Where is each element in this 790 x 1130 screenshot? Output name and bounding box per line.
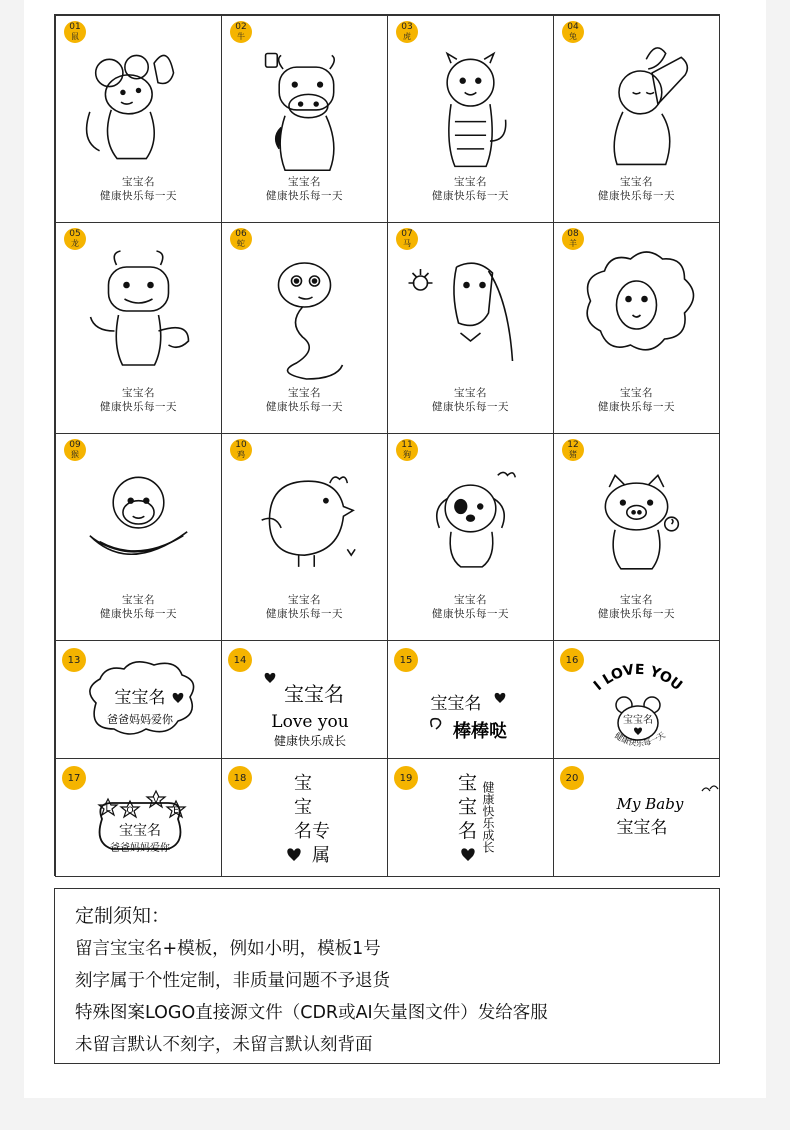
notice-line: 刻字属于个性定制，非质量问题不予退货: [75, 971, 390, 991]
wish-text: 健康快乐每一天: [598, 608, 675, 620]
name-text: 宝宝名: [122, 387, 155, 399]
template-cell-16[interactable]: [553, 640, 720, 759]
customization-notice: [54, 888, 720, 1064]
template-cell-11[interactable]: [387, 433, 554, 641]
template-cell-17[interactable]: [55, 758, 222, 877]
chicken-icon: [222, 452, 387, 598]
bangbangda-layout: [388, 641, 554, 759]
notice-line: 特殊图案LOGO直接源文件（CDR或AI矢量图文件）发给客服: [75, 1003, 548, 1023]
ox-icon: [222, 34, 387, 180]
badge-number: 03: [401, 22, 413, 32]
pig-icon: [554, 452, 719, 598]
template-cell-09[interactable]: [55, 433, 222, 641]
wish-text: 健康快乐每一天: [100, 608, 177, 620]
sub-text: 健康快乐成长: [273, 734, 347, 748]
wish-text: 健康快乐每一天: [266, 401, 343, 413]
badge-sign: 猪: [569, 450, 577, 459]
template-number-badge: 14: [228, 648, 252, 672]
template-cell-03[interactable]: [387, 15, 554, 223]
name-char: 名: [458, 820, 478, 842]
name-char: 宝: [294, 797, 312, 818]
badge-sign: 兔: [569, 32, 577, 41]
wish-text: 健康快乐每一天: [598, 401, 675, 413]
name-text: 宝宝名: [119, 823, 161, 839]
wish-text: 健康快乐每一天: [432, 190, 509, 202]
template-cell-18[interactable]: [221, 758, 388, 877]
heart-icon: [265, 673, 276, 683]
template-cell-05[interactable]: [55, 222, 222, 434]
name-text: 宝宝名: [114, 688, 166, 708]
badge-sign: 鸡: [237, 450, 245, 459]
sub-text: 爸爸妈妈爱你: [107, 713, 173, 726]
name-char: 宝: [458, 796, 478, 818]
badge-number: 09: [69, 440, 81, 450]
vertical-wish-text: 健康快乐成长: [481, 781, 495, 853]
banner-letter: L: [105, 804, 111, 814]
wish-text: 健康快乐每一天: [100, 190, 177, 202]
template-cell-01[interactable]: [55, 15, 222, 223]
name-char: 属: [312, 845, 330, 866]
badge-number: 05: [69, 229, 81, 239]
name-char: 名专: [294, 821, 330, 842]
wish-text: 健康快乐每一天: [432, 401, 509, 413]
badge-sign: 鼠: [71, 32, 79, 41]
arc-bottom-path: 健康快乐每一天: [612, 730, 667, 749]
name-text: 宝宝名: [288, 594, 321, 606]
cloud-frame: [56, 641, 222, 759]
wish-text: 健康快乐每一天: [266, 608, 343, 620]
badge-number: 01: [69, 22, 81, 32]
name-text: 宝宝名: [620, 594, 653, 606]
heart-icon: [173, 693, 184, 703]
notice-title: 定制须知：: [75, 905, 171, 927]
vertical-layout: [222, 759, 388, 877]
template-number-badge: 20: [560, 766, 584, 790]
sparkle-icon: [702, 786, 718, 791]
template-number-badge: 19: [394, 766, 418, 790]
badge-sign: 羊: [569, 239, 577, 248]
name-text: 宝宝名: [288, 387, 321, 399]
my-baby-layout: [554, 759, 720, 877]
banner-letter: O: [126, 806, 134, 816]
badge-sign: 蛇: [237, 239, 245, 248]
rabbit-icon: [554, 34, 719, 180]
sub-text: 棒棒哒: [453, 721, 507, 742]
template-cell-06[interactable]: [221, 222, 388, 434]
heart-icon: [287, 848, 300, 861]
notice-line: 留言宝宝名+模板，例如小明，模板1号: [75, 939, 381, 959]
banner-letter: E: [173, 806, 179, 816]
template-cell-02[interactable]: [221, 15, 388, 223]
template-number-badge: 17: [62, 766, 86, 790]
template-number-badge: 15: [394, 648, 418, 672]
heart-icon: [495, 693, 506, 703]
name-text: 宝宝名: [430, 694, 482, 714]
badge-number: 04: [567, 22, 579, 32]
wish-text: 健康快乐每一天: [266, 190, 343, 202]
monkey-icon: [56, 452, 221, 598]
love-you-layout: [222, 641, 388, 759]
template-cell-07[interactable]: [387, 222, 554, 434]
name-text: 宝宝名: [620, 176, 653, 188]
badge-sign: 马: [403, 239, 411, 248]
vertical-name-layout: [388, 759, 554, 877]
name-text: 宝宝名: [620, 387, 653, 399]
badge-number: 08: [567, 229, 579, 239]
badge-number: 12: [567, 440, 579, 450]
dog-icon: [388, 452, 553, 598]
template-cell-13[interactable]: [55, 640, 222, 759]
name-text: 宝宝名: [284, 682, 344, 706]
template-cell-08[interactable]: [553, 222, 720, 434]
template-cell-12[interactable]: [553, 433, 720, 641]
name-text: 宝宝名: [288, 176, 321, 188]
name-text: 宝宝名: [122, 594, 155, 606]
name-text: 宝宝名: [454, 387, 487, 399]
badge-number: 10: [235, 440, 247, 450]
arc-text: [591, 662, 685, 694]
rat-icon: [56, 34, 221, 180]
wish-text: 健康快乐每一天: [598, 190, 675, 202]
heart-icon: [461, 848, 474, 861]
wish-text: 健康快乐每一天: [100, 401, 177, 413]
name-text: 宝宝名: [616, 818, 668, 838]
name-char: 宝: [294, 773, 312, 794]
snake-icon: [222, 241, 387, 391]
template-number-badge: 16: [560, 648, 584, 672]
notice-line: 未留言默认不刻字，未留言默认刻背面: [75, 1035, 373, 1055]
sheep-icon: [554, 241, 719, 391]
sub-text: 爸爸妈妈爱你: [110, 843, 170, 854]
tiger-icon: [388, 34, 553, 180]
template-cell-10[interactable]: [221, 433, 388, 641]
template-number-badge: 13: [62, 648, 86, 672]
star-banner-layout: [56, 759, 222, 877]
template-number-badge: 18: [228, 766, 252, 790]
swirl-icon: [431, 719, 441, 729]
dragon-icon: [56, 241, 221, 391]
name-char: 宝: [458, 772, 478, 794]
template-cell-19[interactable]: [387, 758, 554, 877]
baby-text: My Baby: [616, 795, 684, 813]
template-cell-04[interactable]: [553, 15, 720, 223]
name-text: 宝宝名: [623, 715, 653, 726]
template-cell-14[interactable]: [221, 640, 388, 759]
arc-text-path: I LOVE YOU: [590, 661, 686, 695]
name-text: 宝宝名: [454, 176, 487, 188]
name-text: 宝宝名: [454, 594, 487, 606]
badge-sign: 牛: [237, 32, 245, 41]
badge-sign: 狗: [403, 450, 411, 459]
badge-sign: 虎: [403, 32, 411, 41]
badge-sign: 猴: [71, 450, 79, 459]
horse-icon: [388, 241, 553, 391]
badge-number: 02: [235, 22, 247, 32]
template-cell-15[interactable]: [387, 640, 554, 759]
badge-number: 07: [401, 229, 413, 239]
mouse-head-layout: [554, 641, 720, 759]
wish-text: 健康快乐每一天: [432, 608, 509, 620]
badge-number: 06: [235, 229, 247, 239]
template-grid: [54, 14, 720, 876]
love-text: Love you: [271, 712, 349, 732]
badge-number: 11: [401, 440, 413, 450]
template-cell-20[interactable]: [553, 758, 720, 877]
name-text: 宝宝名: [122, 176, 155, 188]
badge-sign: 龙: [71, 239, 79, 248]
banner-letter: V: [152, 796, 160, 806]
